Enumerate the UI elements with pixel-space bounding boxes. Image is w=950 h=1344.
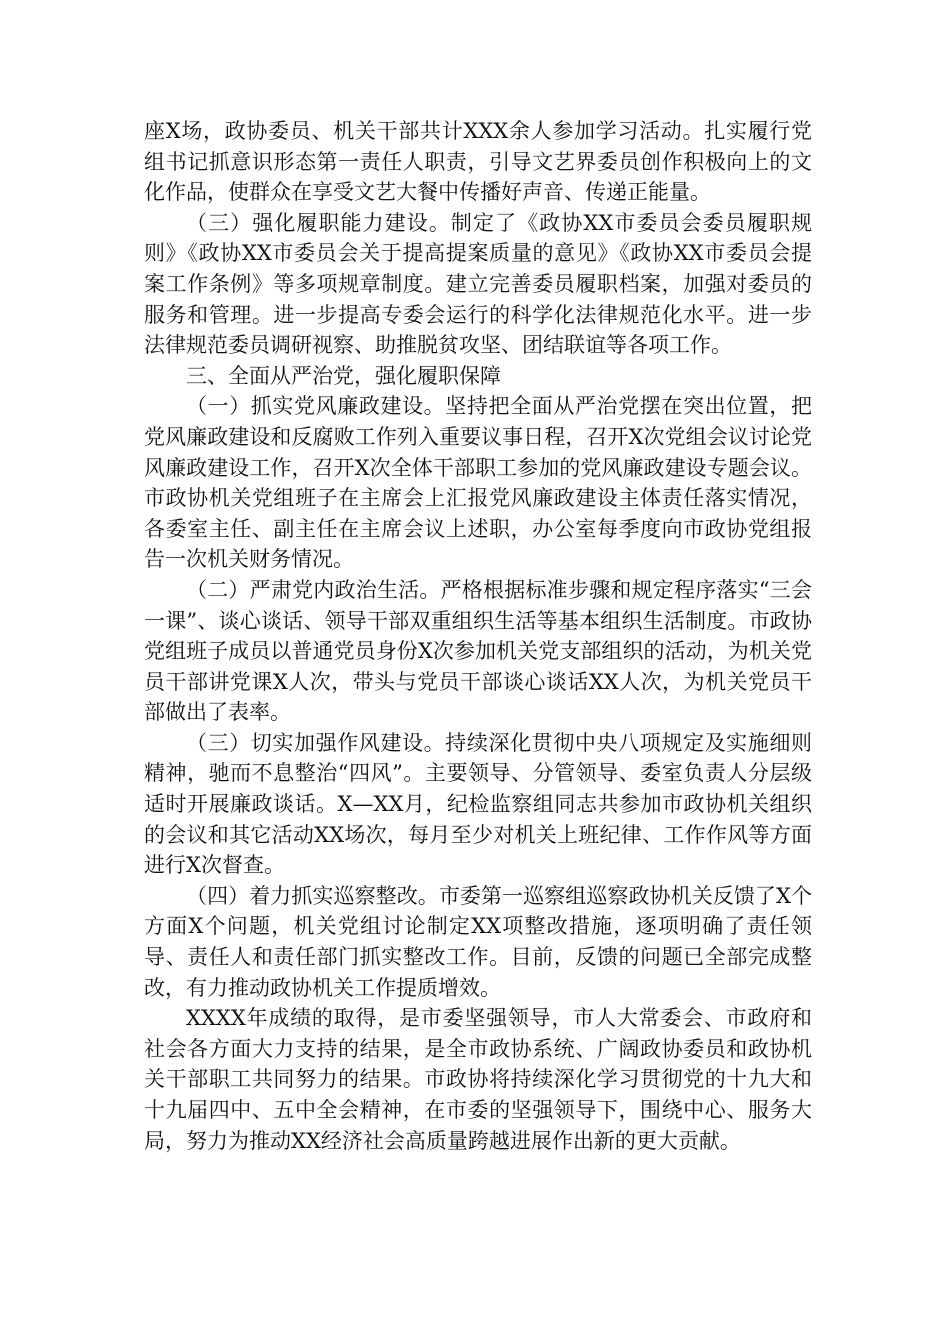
paragraph-work-style: （三）切实加强作风建设。持续深化贯彻中央八项规定及实施细则精神，驰而不息整治“四风”。主要领导、分管领导、委室负责人分层级适时开展廉政谈话。X—XX月，纪检监察组同志共参加市政协机关组织的会议和其它活动XX场次，每月至少对机关上班纪律、工作作风等方面进行X次督查。 [144,730,812,878]
paragraph-inspection-rectification: （四）着力抓实巡察整改。市委第一巡察组巡察政协机关反馈了X个方面X个问题，机关党组讨论制定XX项整改措施，逐项明确了责任领导、责任人和责任部门抓实整改工作。目前，反馈的问题已全部完成整改，有力推动政协机关工作提质增效。 [144,883,812,1000]
section-heading-party-governance: 三、全面从严治党，强化履职保障 [186,363,501,388]
paragraph-continued-study: 座X场，政协委员、机关干部共计XXX余人参加学习活动。扎实履行党组书记抓意识形态第一责任人职责，引导文艺界委员创作积极向上的文化作品，使群众在享受文艺大餐中传播好声音、传递正能量。 [144,119,812,205]
paragraph-clean-governance: （一）抓实党风廉政建设。坚持把全面从严治党摆在突出位置，把党风廉政建设和反腐败工作列入重要议事日程，召开X次党组会议讨论党风廉政建设工作，召开X次全体干部职工参加的党风廉政建设专题会议。市政协机关党组班子在主席会上汇报党风廉政建设主体责任落实情况，各委室主任、副主任在主席会议上述职，办公室每季度向市政协党组报告一次机关财务情况。 [144,394,812,572]
paragraph-political-life: （二）严肃党内政治生活。严格根据标准步骤和规定程序落实“三会一课”、谈心谈话、领导干部双重组织生活等基本组织生活制度。市政协党组班子成员以普通党员身份X次参加机关党支部组织的活动，为机关党员干部讲党课X人次，带头与党员干部谈心谈话XX人次，为机关党员干部做出了表率。 [144,577,812,725]
document-body [144,116,812,1156]
paragraph-conclusion: XXXX年成绩的取得，是市委坚强领导，市人大常委会、市政府和社会各方面大力支持的结果，是全市政协系统、广阔政协委员和政协机关干部职工共同努力的结果。市政协将持续深化学习贯彻党的十九大和十九届四中、五中全会精神，在市委的坚强领导下，围绕中心、服务大局，努力为推动XX经济社会高质量跨越进展作出新的更大贡献。 [144,1006,812,1153]
paragraph-capacity-building: （三）强化履职能力建设。制定了《政协XX市委员会委员履职规则》《政协XX市委员会关于提高提案质量的意见》《政协XX市委员会提案工作条例》等多项规章制度。建立完善委员履职档案，加强对委员的服务和管理。进一步提高专委会运行的科学化法律规范化水平。进一步法律规范委员调研视察、助推脱贫攻坚、团结联谊等各项工作。 [144,210,812,358]
